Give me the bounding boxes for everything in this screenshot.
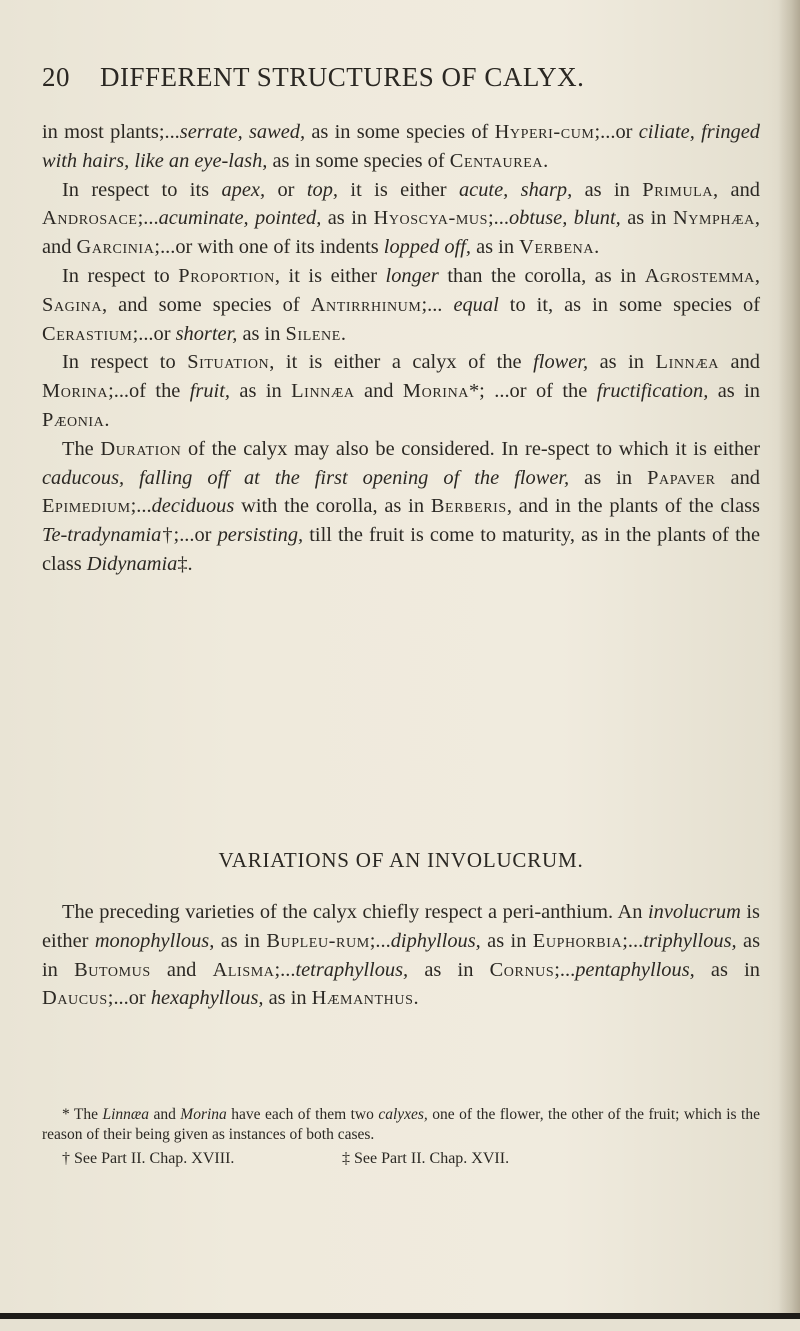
text-run: is either	[42, 901, 760, 952]
genus-name: Linnæa	[655, 351, 720, 374]
paragraph-margin	[42, 118, 760, 176]
text-run: and	[149, 1106, 181, 1123]
text-run: and	[715, 466, 760, 489]
genus-name: Morina	[42, 380, 109, 403]
footnote-asterisk	[42, 1105, 760, 1145]
genus-name: Hyoscya-mus	[373, 207, 488, 230]
genus-name: Primula	[642, 178, 714, 201]
text-run: In respect to	[62, 264, 179, 287]
text-run: as in	[214, 929, 267, 952]
italic-term: Linnæa	[102, 1106, 149, 1123]
italic-term: longer	[385, 264, 439, 287]
italic-term: involucrum	[647, 901, 741, 923]
italic-term: Morina	[180, 1106, 227, 1123]
section-heading: VARIATIONS OF AN INVOLUCRUM.	[218, 848, 584, 872]
text-run: of the calyx may also be considered. In re-spect to which it is either	[181, 437, 760, 460]
italic-term: acuminate, pointed,	[158, 207, 322, 230]
footnote-references	[42, 1149, 760, 1173]
text-run: ;...	[487, 207, 509, 230]
italic-term: flower,	[533, 351, 589, 374]
genus-name: Verbena	[519, 236, 595, 259]
italic-term: hexaphyllous,	[150, 987, 264, 1010]
page-number: 20	[42, 62, 70, 92]
italic-term: fruit,	[189, 380, 230, 403]
text-run: .	[543, 149, 549, 172]
italic-term: acute, sharp,	[458, 178, 573, 201]
genus-name: Daucus	[42, 987, 108, 1010]
text-run: ;...	[137, 207, 159, 230]
text-run: than the corolla, as in	[438, 264, 645, 287]
genus-name: Agrostemma	[644, 264, 755, 287]
text-run: ;...	[421, 293, 454, 316]
text-run: In respect to its	[62, 178, 222, 201]
text-run: * The	[62, 1106, 103, 1123]
italic-term: monophyllous,	[94, 929, 215, 952]
genus-name: Androsace	[42, 207, 138, 230]
text-run: as in	[263, 987, 312, 1010]
italic-term: shorter,	[175, 322, 238, 345]
text-run: as in	[588, 351, 656, 374]
italic-term: deciduous	[151, 495, 235, 518]
text-run: The preceding varieties of the calyx chiefly respect a peri-anthium. An	[62, 901, 648, 923]
topic-term: Proportion	[178, 264, 275, 287]
text-run: as in some species of	[305, 121, 495, 143]
italic-term: tetraphyllous,	[295, 958, 409, 981]
genus-name: Garcinia	[76, 236, 155, 259]
text-run: till the fruit is come to maturity, as in the plants of the class	[42, 524, 760, 575]
genus-name: Papaver	[647, 466, 716, 489]
text-run: ;...or	[594, 121, 639, 143]
text-run: as in	[694, 958, 760, 981]
italic-term: fructification,	[596, 380, 709, 403]
text-run: have each of them two	[226, 1106, 379, 1123]
text-run: ,	[754, 264, 760, 287]
text-run: as in	[230, 380, 292, 403]
text-run: †;...or	[161, 524, 218, 547]
text-run: one of the flower, the other of the fruit; which is the reason of their being given as instances of both cases.	[42, 1106, 760, 1143]
italic-term: apex,	[221, 178, 266, 201]
genus-name: Berberis	[430, 495, 507, 518]
page-bottom-strip	[0, 1319, 800, 1331]
text-run: as in	[471, 236, 520, 259]
italic-term: serrate, sawed,	[179, 121, 306, 143]
text-run: ;...or	[107, 987, 151, 1010]
running-head: DIFFERENT STRUCTURES OF CALYX.	[100, 62, 585, 92]
italic-term: ciliate, fringed with hairs, like an eye-lash,	[42, 121, 760, 172]
text-run: *; ...or of the	[468, 380, 597, 403]
italic-term: lopped off,	[383, 236, 471, 259]
genus-name: Cerastium	[42, 322, 133, 345]
genus-name: Hæmanthus	[311, 987, 414, 1010]
page-header	[42, 62, 742, 102]
genus-name: Butomus	[74, 958, 151, 981]
text-run: ;...of the	[108, 380, 190, 403]
main-text	[42, 118, 760, 579]
text-run: as in	[480, 929, 533, 952]
text-run: , it is either	[274, 264, 386, 287]
text-run: as in	[237, 322, 286, 345]
text-run: .	[413, 987, 419, 1010]
text-run: ;...	[622, 929, 644, 952]
genus-name: Hyperi-cum	[494, 121, 595, 143]
topic-term: Duration	[100, 437, 182, 460]
italic-term: equal	[453, 293, 499, 316]
footnote-double-dagger: ‡ See Part II. Chap. XVII.	[342, 1150, 510, 1167]
genus-name: Cornus	[489, 958, 555, 981]
genus-name: Silene	[285, 322, 341, 345]
text-run: , and	[713, 178, 760, 201]
text-run: , and some species of	[102, 293, 311, 316]
text-run: as in	[569, 466, 648, 489]
genus-name: Bupleu-rum	[266, 929, 370, 952]
text-run: ;...	[369, 929, 391, 952]
italic-term: top,	[306, 178, 339, 201]
text-run: ;...	[274, 958, 296, 981]
text-run: ;...or	[132, 322, 176, 345]
paragraph-duration	[42, 435, 760, 579]
text-run: as in	[620, 207, 673, 230]
italic-term: Te-tradynamia	[42, 524, 162, 547]
genus-name: Euphorbia	[532, 929, 623, 952]
text-run: and	[719, 351, 760, 374]
text-run: ;...	[130, 495, 152, 518]
text-run: as in	[321, 207, 374, 230]
text-run: and	[150, 958, 213, 981]
text-run: and	[354, 380, 403, 403]
genus-name: Sagina	[42, 293, 103, 316]
text-run: in most plants;...	[42, 121, 180, 143]
paragraph-proportion	[42, 262, 760, 348]
text-run: .	[104, 408, 110, 431]
text-run: In respect to	[62, 351, 188, 374]
italic-term: Didynamia	[86, 552, 178, 575]
text-run: with the corolla, as in	[234, 495, 431, 518]
text-run: as in	[408, 958, 490, 981]
text-run: ;...	[554, 958, 576, 981]
italic-term: caducous, falling off at the first opening of the flower,	[42, 466, 570, 489]
italic-term: diphyllous,	[390, 929, 481, 952]
text-run: it is either	[338, 178, 459, 201]
text-run: ‡.	[177, 552, 193, 575]
text-run: , and in the plants of the class	[506, 495, 760, 518]
text-run: ;...or with one of its indents	[154, 236, 384, 259]
page-edge-shadow	[778, 0, 800, 1331]
text-run: The	[62, 437, 101, 460]
genus-name: Centaurea	[449, 149, 544, 172]
italic-term: pentaphyllous,	[575, 958, 695, 981]
genus-name: Linnæa	[291, 380, 355, 403]
genus-name: Pæonia	[42, 408, 105, 431]
text-run: as in	[42, 929, 761, 981]
text-run: as in	[572, 178, 643, 201]
text-run: .	[340, 322, 346, 345]
paragraph-situation	[42, 348, 760, 434]
text-run: as in some species of	[267, 149, 450, 172]
involucrum-text	[42, 898, 760, 1013]
text-run: , and	[42, 207, 760, 259]
italic-term: triphyllous,	[643, 929, 737, 952]
paragraph-apex	[42, 176, 760, 262]
genus-name: Alisma	[212, 958, 275, 981]
italic-term: persisting,	[217, 524, 304, 547]
text-run: , it is either a calyx of the	[269, 351, 534, 374]
genus-name: Antirrhinum	[310, 293, 422, 316]
footnotes	[42, 1105, 760, 1173]
text-run: .	[594, 236, 600, 259]
topic-term: Situation	[187, 351, 270, 374]
text-run: to it, as in some species of	[498, 293, 761, 316]
genus-name: Nymphæa	[672, 207, 755, 230]
genus-name: Morina	[402, 380, 469, 403]
genus-name: Epimedium	[42, 495, 131, 518]
text-run: as in	[708, 380, 760, 403]
text-run: or	[265, 178, 307, 201]
footnote-dagger: † See Part II. Chap. XVIII.	[62, 1150, 235, 1167]
paragraph-involucrum	[42, 898, 760, 1013]
italic-term: calyxes,	[378, 1106, 428, 1123]
italic-term: obtuse, blunt,	[508, 207, 621, 230]
